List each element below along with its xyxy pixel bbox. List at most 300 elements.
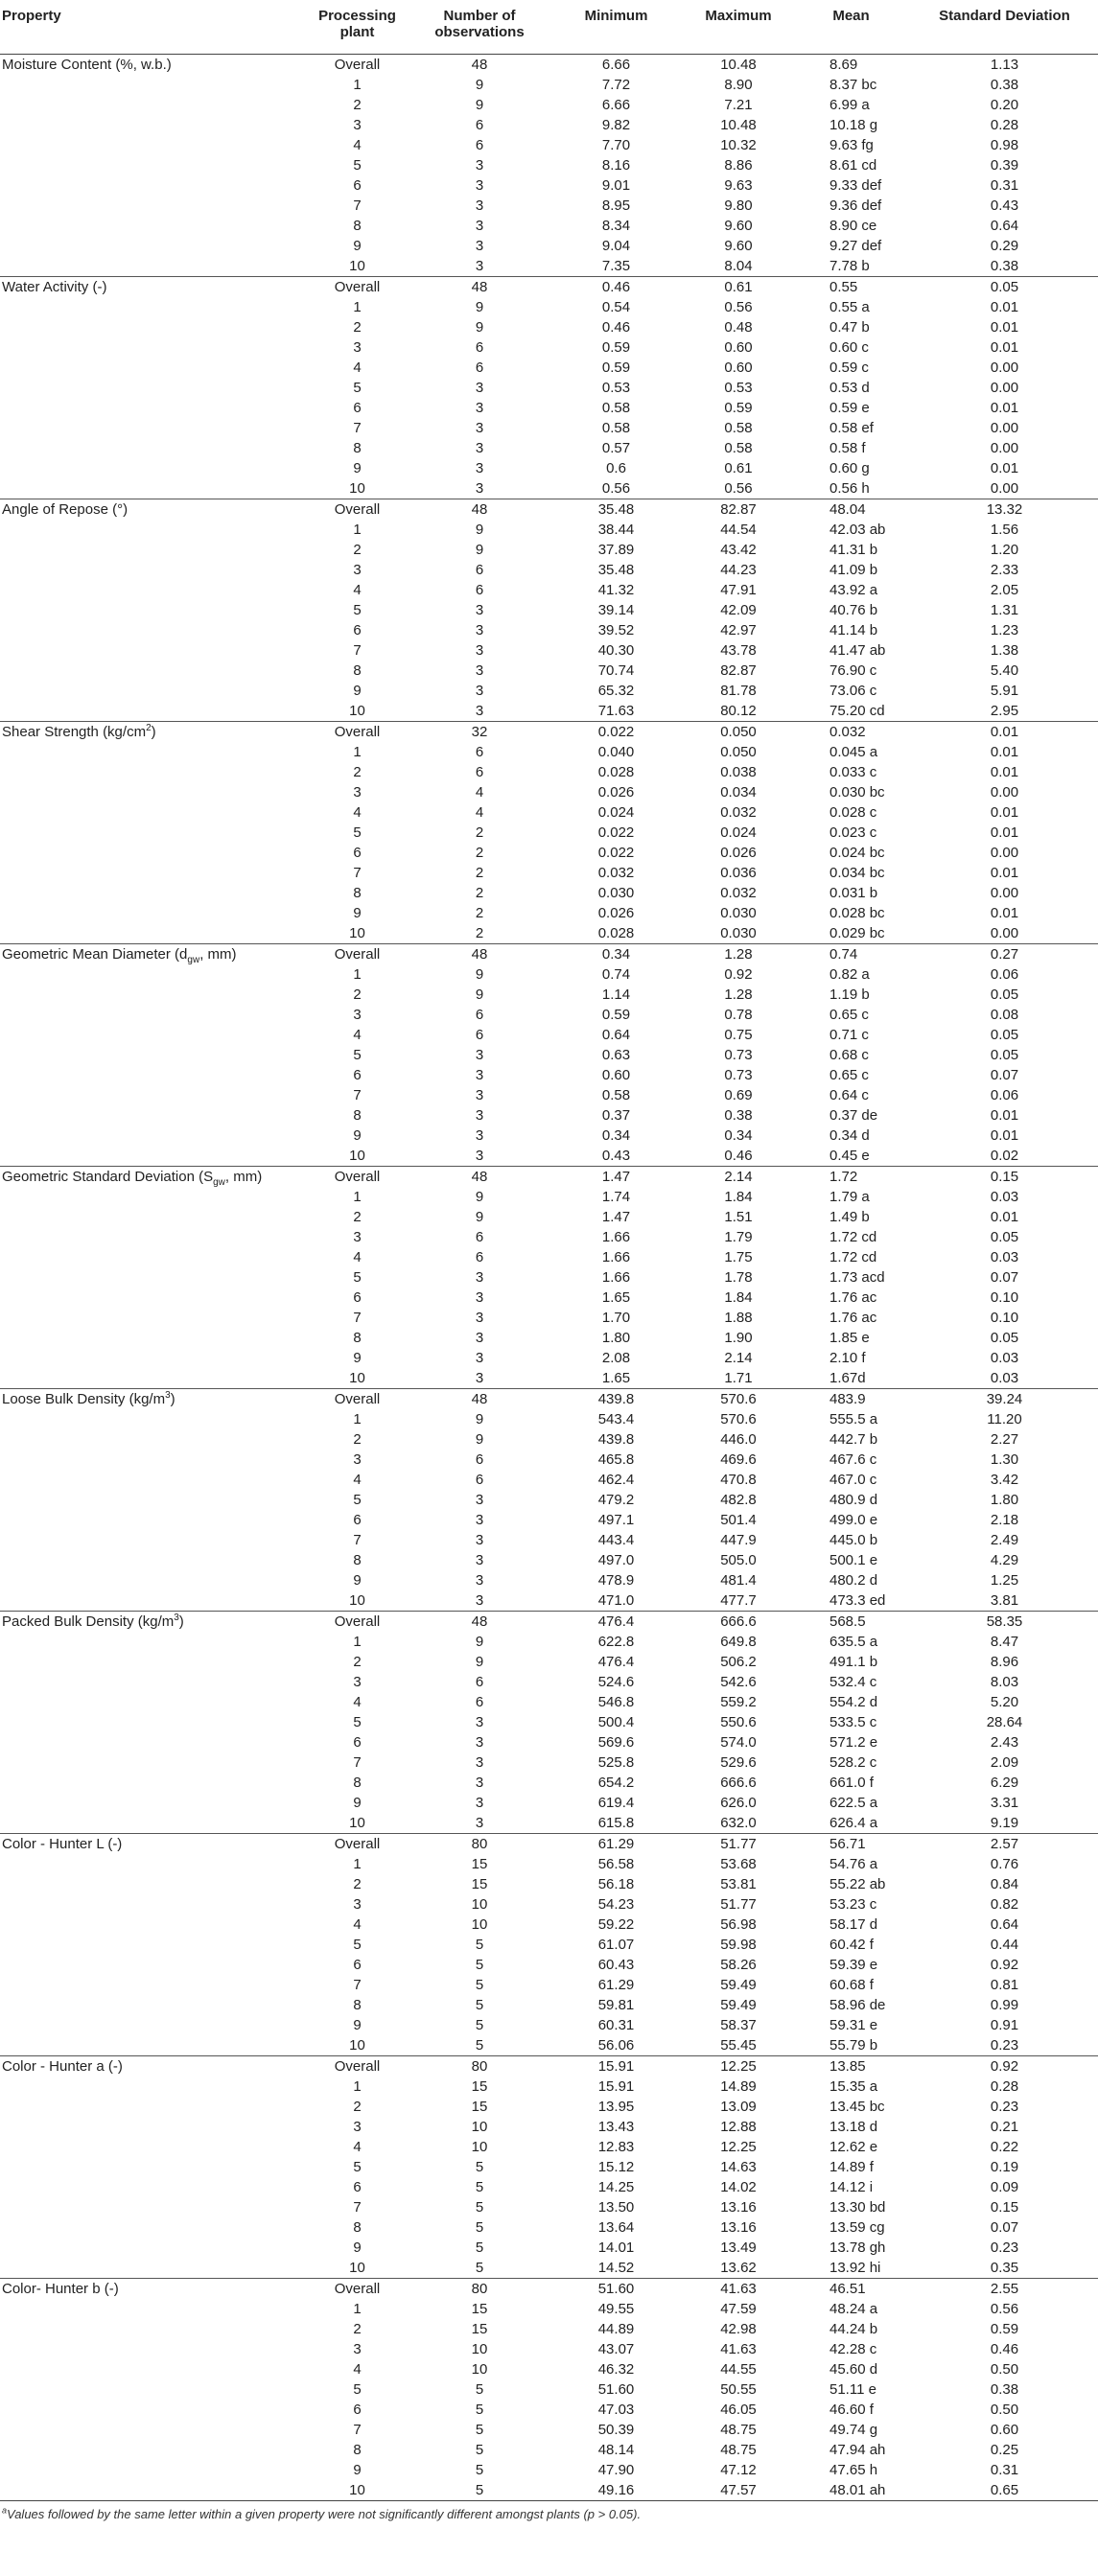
cell-processing-plant: 4 xyxy=(353,1694,362,1710)
cell-minimum: 0.028 xyxy=(597,764,635,780)
cell-mean: 0.37 de xyxy=(829,1107,878,1124)
table-body xyxy=(0,55,1098,2501)
property-cell-empty xyxy=(0,964,302,985)
cell-standard-deviation: 0.46 xyxy=(990,2341,1019,2357)
cell-standard-deviation: 0.10 xyxy=(990,1289,1019,1306)
cell-mean: 59.31 e xyxy=(829,2017,878,2033)
cell-processing-plant: 2 xyxy=(353,1431,362,1448)
cell-maximum: 10.48 xyxy=(720,57,757,73)
cell-processing-plant: 2 xyxy=(353,97,362,113)
cell-processing-plant: 4 xyxy=(353,1249,362,1265)
table-row xyxy=(0,2460,1098,2480)
header-processing-plant: Processing plant xyxy=(302,0,412,55)
cell-processing-plant: 8 xyxy=(353,1107,362,1124)
cell-standard-deviation: 0.09 xyxy=(990,2179,1019,2195)
cell-observations: 6 xyxy=(475,1472,484,1488)
cell-mean: 14.12 i xyxy=(829,2179,874,2195)
table-row xyxy=(0,1652,1098,1672)
cell-minimum: 13.95 xyxy=(597,2099,635,2115)
cell-minimum: 0.57 xyxy=(601,440,631,456)
table-row xyxy=(0,95,1098,115)
cell-minimum: 61.07 xyxy=(597,1937,635,1953)
cell-processing-plant: 4 xyxy=(353,360,362,376)
cell-processing-plant: 1 xyxy=(353,2301,362,2317)
cell-minimum: 61.29 xyxy=(597,1977,635,1993)
cell-processing-plant: 1 xyxy=(353,1634,362,1650)
cell-observations: 6 xyxy=(475,562,484,578)
cell-mean: 1.67d xyxy=(829,1370,866,1386)
table-row xyxy=(0,560,1098,580)
cell-observations: 5 xyxy=(475,2462,484,2478)
cell-standard-deviation: 0.05 xyxy=(990,1229,1019,1245)
cell-processing-plant: 1 xyxy=(353,77,362,93)
cell-standard-deviation: 3.81 xyxy=(990,1592,1019,1609)
table-row xyxy=(0,196,1098,216)
cell-observations: 3 xyxy=(475,1330,484,1346)
cell-mean: 532.4 c xyxy=(829,1674,877,1690)
cell-observations: 3 xyxy=(475,1310,484,1326)
table-row xyxy=(0,1490,1098,1510)
table-row xyxy=(0,2279,1098,2300)
cell-maximum: 14.89 xyxy=(720,2078,757,2095)
cell-observations: 15 xyxy=(471,2301,488,2317)
cell-mean: 48.24 a xyxy=(829,2301,878,2317)
cell-processing-plant: 7 xyxy=(353,1310,362,1326)
cell-observations: 9 xyxy=(475,97,484,113)
property-cell-empty xyxy=(0,196,302,216)
cell-minimum: 9.04 xyxy=(601,238,631,254)
cell-mean: 42.03 ab xyxy=(829,522,886,538)
cell-maximum: 0.032 xyxy=(720,804,757,821)
cell-standard-deviation: 0.01 xyxy=(990,1127,1019,1144)
cell-observations: 5 xyxy=(475,2219,484,2236)
cell-observations: 3 xyxy=(475,602,484,618)
table-row xyxy=(0,1874,1098,1894)
cell-processing-plant: 8 xyxy=(353,1775,362,1791)
property-cell-empty xyxy=(0,2258,302,2279)
table-row xyxy=(0,317,1098,337)
cell-mean: 554.2 d xyxy=(829,1694,878,1710)
cell-processing-plant: 1 xyxy=(353,1411,362,1427)
cell-observations: 15 xyxy=(471,2099,488,2115)
cell-processing-plant: 6 xyxy=(353,622,362,638)
cell-minimum: 619.4 xyxy=(597,1795,635,1811)
cell-observations: 6 xyxy=(475,1674,484,1690)
table-row xyxy=(0,1045,1098,1065)
cell-mean: 47.65 h xyxy=(829,2462,878,2478)
cell-processing-plant: 7 xyxy=(353,1754,362,1771)
property-cell-empty xyxy=(0,782,302,802)
cell-minimum: 7.72 xyxy=(601,77,631,93)
cell-observations: 15 xyxy=(471,2321,488,2337)
table-row xyxy=(0,115,1098,135)
cell-observations: 10 xyxy=(471,2119,488,2135)
property-cell-empty xyxy=(0,2359,302,2379)
cell-standard-deviation: 0.23 xyxy=(990,2099,1019,2115)
cell-mean: 42.28 c xyxy=(829,2341,877,2357)
cell-processing-plant: 3 xyxy=(353,562,362,578)
cell-observations: 3 xyxy=(475,1714,484,1730)
table-row xyxy=(0,843,1098,863)
cell-standard-deviation: 0.28 xyxy=(990,117,1019,133)
cell-maximum: 1.28 xyxy=(724,986,753,1003)
cell-processing-plant: 1 xyxy=(353,522,362,538)
cell-mean: 13.59 cg xyxy=(829,2219,885,2236)
cell-maximum: 447.9 xyxy=(720,1532,757,1548)
cell-maximum: 0.75 xyxy=(724,1027,753,1043)
cell-observations: 3 xyxy=(475,1087,484,1103)
cell-mean: 467.6 c xyxy=(829,1451,877,1468)
cell-mean: 499.0 e xyxy=(829,1512,878,1528)
cell-maximum: 56.98 xyxy=(720,1916,757,1933)
property-cell-empty xyxy=(0,883,302,903)
cell-mean: 0.55 xyxy=(791,277,911,298)
cell-processing-plant: 6 xyxy=(353,1734,362,1751)
cell-observations: 3 xyxy=(475,197,484,214)
cell-standard-deviation: 0.19 xyxy=(990,2159,1019,2175)
cell-standard-deviation: 0.01 xyxy=(990,865,1019,881)
cell-standard-deviation: 0.20 xyxy=(990,97,1019,113)
property-cell-empty xyxy=(0,1207,302,1227)
cell-minimum: 35.48 xyxy=(597,562,635,578)
cell-mean: 44.24 b xyxy=(829,2321,878,2337)
cell-observations: 3 xyxy=(475,662,484,679)
property-cell-empty xyxy=(0,2097,302,2117)
table-row xyxy=(0,1975,1098,1995)
cell-observations: 10 xyxy=(471,2341,488,2357)
cell-minimum: 15.91 xyxy=(547,2056,686,2077)
cell-minimum: 654.2 xyxy=(597,1775,635,1791)
cell-observations: 6 xyxy=(475,744,484,760)
cell-observations: 6 xyxy=(475,137,484,153)
cell-maximum: 47.57 xyxy=(720,2482,757,2498)
cell-standard-deviation: 28.64 xyxy=(986,1714,1023,1730)
cell-maximum: 574.0 xyxy=(720,1734,757,1751)
cell-mean: 0.59 c xyxy=(829,360,869,376)
cell-processing-plant: 10 xyxy=(349,2037,365,2054)
table-row xyxy=(0,762,1098,782)
cell-observations: 5 xyxy=(475,2402,484,2418)
cell-minimum: 462.4 xyxy=(597,1472,635,1488)
cell-processing-plant: 9 xyxy=(353,2462,362,2478)
cell-maximum: 559.2 xyxy=(720,1694,757,1710)
table-row xyxy=(0,1510,1098,1530)
property-cell-empty xyxy=(0,1570,302,1590)
cell-mean: 0.58 f xyxy=(829,440,866,456)
property-cell-empty xyxy=(0,2440,302,2460)
cell-minimum: 1.66 xyxy=(601,1229,631,1245)
cell-mean: 568.5 xyxy=(791,1612,911,1633)
cell-processing-plant: 10 xyxy=(349,2260,365,2276)
property-cell-empty xyxy=(0,2157,302,2177)
cell-mean: 45.60 d xyxy=(829,2361,878,2378)
cell-mean: 51.11 e xyxy=(829,2381,876,2398)
cell-minimum: 0.54 xyxy=(601,299,631,315)
cell-minimum: 543.4 xyxy=(597,1411,635,1427)
cell-processing-plant: 2 xyxy=(353,1209,362,1225)
table-row xyxy=(0,358,1098,378)
cell-mean: 0.65 c xyxy=(829,1067,869,1083)
table-row xyxy=(0,823,1098,843)
footnote-text: Values followed by the same letter within a given property were not significantly different amongst plants (p > 0.05). xyxy=(7,2507,642,2521)
property-cell-empty xyxy=(0,2339,302,2359)
cell-standard-deviation: 0.01 xyxy=(990,460,1019,476)
cell-processing-plant: Overall xyxy=(302,1612,412,1633)
cell-maximum: 13.09 xyxy=(720,2099,757,2115)
table-row xyxy=(0,1450,1098,1470)
cell-processing-plant: 3 xyxy=(353,1674,362,1690)
cell-processing-plant: 8 xyxy=(353,662,362,679)
property-cell-empty xyxy=(0,1005,302,1025)
cell-maximum: 0.050 xyxy=(686,722,791,743)
cell-mean: 9.27 def xyxy=(829,238,882,254)
cell-minimum: 0.59 xyxy=(601,1007,631,1023)
cell-processing-plant: 7 xyxy=(353,1087,362,1103)
cell-observations: 3 xyxy=(475,1734,484,1751)
cell-mean: 480.9 d xyxy=(829,1492,878,1508)
cell-maximum: 9.63 xyxy=(724,177,753,194)
property-cell-empty xyxy=(0,661,302,681)
cell-mean: 473.3 ed xyxy=(829,1592,886,1609)
cell-maximum: 47.91 xyxy=(720,582,757,598)
cell-processing-plant: 3 xyxy=(353,1007,362,1023)
table-row xyxy=(0,2077,1098,2097)
cell-standard-deviation: 1.56 xyxy=(990,522,1019,538)
cell-observations: 3 xyxy=(475,1795,484,1811)
table-row xyxy=(0,1752,1098,1773)
cell-maximum: 1.79 xyxy=(724,1229,753,1245)
table-row xyxy=(0,2420,1098,2440)
cell-observations: 5 xyxy=(475,1977,484,1993)
cell-standard-deviation: 0.31 xyxy=(990,2462,1019,2478)
cell-minimum: 38.44 xyxy=(597,522,635,538)
cell-processing-plant: 9 xyxy=(353,1572,362,1589)
property-cell-empty xyxy=(0,1793,302,1813)
cell-mean: 0.031 b xyxy=(829,885,878,901)
property-cell-empty xyxy=(0,1915,302,1935)
property-cell-empty xyxy=(0,1085,302,1105)
cell-minimum: 59.81 xyxy=(597,1997,635,2013)
cell-observations: 32 xyxy=(412,722,547,743)
cell-processing-plant: 4 xyxy=(353,137,362,153)
cell-mean: 0.030 bc xyxy=(829,784,885,801)
property-cell-empty xyxy=(0,236,302,256)
table-row xyxy=(0,1773,1098,1793)
cell-minimum: 1.70 xyxy=(601,1310,631,1326)
header-property: Property xyxy=(0,0,302,55)
property-name: Geometric Mean Diameter ($d_{gw}$, mm) xyxy=(0,944,302,965)
table-row xyxy=(0,1429,1098,1450)
cell-maximum: 13.49 xyxy=(720,2239,757,2256)
cell-observations: 3 xyxy=(475,1350,484,1366)
cell-maximum: 0.036 xyxy=(720,865,757,881)
property-cell-empty xyxy=(0,1267,302,1288)
table-row xyxy=(0,964,1098,985)
cell-maximum: 0.38 xyxy=(724,1107,753,1124)
property-cell-empty xyxy=(0,2117,302,2137)
cell-processing-plant: 5 xyxy=(353,380,362,396)
cell-processing-plant: Overall xyxy=(302,722,412,743)
cell-mean: 0.60 c xyxy=(829,339,869,356)
cell-standard-deviation: 0.38 xyxy=(990,258,1019,274)
cell-minimum: 500.4 xyxy=(597,1714,635,1730)
cell-mean: 528.2 c xyxy=(829,1754,877,1771)
cell-minimum: 71.63 xyxy=(597,703,635,719)
cell-maximum: 10.48 xyxy=(720,117,757,133)
cell-standard-deviation: 1.30 xyxy=(990,1451,1019,1468)
cell-observations: 10 xyxy=(471,1896,488,1913)
table-row xyxy=(0,2400,1098,2420)
cell-maximum: 1.84 xyxy=(724,1289,753,1306)
cell-standard-deviation: 0.10 xyxy=(990,1310,1019,1326)
cell-minimum: 0.34 xyxy=(601,1127,631,1144)
cell-mean: 75.20 cd xyxy=(829,703,885,719)
cell-minimum: 0.64 xyxy=(601,1027,631,1043)
cell-observations: 6 xyxy=(475,1007,484,1023)
cell-processing-plant: Overall xyxy=(302,1389,412,1410)
cell-minimum: 0.6 xyxy=(606,460,626,476)
cell-processing-plant: 6 xyxy=(353,400,362,416)
cell-standard-deviation: 0.39 xyxy=(990,157,1019,174)
cell-minimum: 56.06 xyxy=(597,2037,635,2054)
cell-minimum: 13.64 xyxy=(597,2219,635,2236)
cell-mean: 8.61 cd xyxy=(829,157,877,174)
cell-minimum: 0.022 xyxy=(597,824,635,841)
cell-observations: 3 xyxy=(475,400,484,416)
property-name: Packed Bulk Density $(kg/m^3)$ xyxy=(0,1612,302,1633)
cell-mean: 58.17 d xyxy=(829,1916,878,1933)
cell-processing-plant: 2 xyxy=(353,764,362,780)
cell-maximum: 0.60 xyxy=(724,339,753,356)
cell-standard-deviation: 0.00 xyxy=(990,845,1019,861)
cell-processing-plant: Overall xyxy=(302,2279,412,2300)
cell-observations: 80 xyxy=(412,2279,547,2300)
cell-standard-deviation: 4.29 xyxy=(990,1552,1019,1568)
cell-observations: 5 xyxy=(475,2482,484,2498)
property-cell-empty xyxy=(0,2460,302,2480)
cell-processing-plant: 9 xyxy=(353,1350,362,1366)
cell-standard-deviation: 1.25 xyxy=(990,1572,1019,1589)
table-row xyxy=(0,398,1098,418)
property-name: Water Activity (-) xyxy=(0,277,302,298)
cell-processing-plant: 6 xyxy=(353,177,362,194)
cell-minimum: 0.74 xyxy=(601,966,631,983)
table-row xyxy=(0,2056,1098,2077)
cell-maximum: 0.53 xyxy=(724,380,753,396)
table-row xyxy=(0,277,1098,298)
cell-processing-plant: 7 xyxy=(353,420,362,436)
cell-maximum: 8.86 xyxy=(724,157,753,174)
cell-minimum: 443.4 xyxy=(597,1532,635,1548)
cell-mean: 0.029 bc xyxy=(829,925,885,941)
cell-standard-deviation: 39.24 xyxy=(911,1389,1098,1410)
cell-mean: 622.5 a xyxy=(829,1795,878,1811)
cell-standard-deviation: 0.01 xyxy=(990,764,1019,780)
cell-mean: 1.72 cd xyxy=(829,1229,877,1245)
table-row xyxy=(0,2319,1098,2339)
table-row xyxy=(0,1207,1098,1227)
table-row xyxy=(0,580,1098,600)
cell-maximum: 47.12 xyxy=(720,2462,757,2478)
cell-minimum: 471.0 xyxy=(597,1592,635,1609)
cell-maximum: 9.60 xyxy=(724,218,753,234)
cell-processing-plant: 8 xyxy=(353,1330,362,1346)
cell-maximum: 44.54 xyxy=(720,522,757,538)
cell-processing-plant: 9 xyxy=(353,1795,362,1811)
cell-minimum: 0.43 xyxy=(601,1148,631,1164)
cell-maximum: 505.0 xyxy=(720,1552,757,1568)
table-row xyxy=(0,640,1098,661)
cell-maximum: 632.0 xyxy=(720,1815,757,1831)
cell-mean: 46.51 xyxy=(791,2279,911,2300)
table-row xyxy=(0,1590,1098,1612)
cell-maximum: 0.73 xyxy=(724,1067,753,1083)
cell-processing-plant: 2 xyxy=(353,2099,362,2115)
cell-minimum: 0.026 xyxy=(597,905,635,921)
cell-standard-deviation: 0.06 xyxy=(990,966,1019,983)
cell-minimum: 0.024 xyxy=(597,804,635,821)
cell-standard-deviation: 0.00 xyxy=(990,380,1019,396)
cell-minimum: 615.8 xyxy=(597,1815,635,1831)
cell-mean: 1.73 acd xyxy=(829,1269,885,1286)
cell-minimum: 51.60 xyxy=(597,2381,635,2398)
cell-observations: 5 xyxy=(475,2037,484,2054)
property-cell-empty xyxy=(0,75,302,95)
cell-standard-deviation: 0.00 xyxy=(990,784,1019,801)
cell-observations: 3 xyxy=(475,1775,484,1791)
cell-maximum: 42.97 xyxy=(720,622,757,638)
property-cell-empty xyxy=(0,1328,302,1348)
cell-mean: 47.94 ah xyxy=(829,2442,886,2458)
cell-observations: 3 xyxy=(475,460,484,476)
cell-maximum: 0.48 xyxy=(724,319,753,336)
cell-minimum: 47.03 xyxy=(597,2402,635,2418)
cell-minimum: 1.47 xyxy=(547,1167,686,1188)
cell-maximum: 0.024 xyxy=(720,824,757,841)
cell-maximum: 570.6 xyxy=(686,1389,791,1410)
table-row xyxy=(0,155,1098,175)
cell-maximum: 477.7 xyxy=(720,1592,757,1609)
property-cell-empty xyxy=(0,1813,302,1834)
cell-processing-plant: Overall xyxy=(302,2056,412,2077)
cell-mean: 0.028 c xyxy=(829,804,877,821)
property-cell-empty xyxy=(0,2077,302,2097)
cell-observations: 3 xyxy=(475,1148,484,1164)
cell-standard-deviation: 0.00 xyxy=(990,360,1019,376)
cell-processing-plant: 2 xyxy=(353,1654,362,1670)
cell-mean: 1.19 b xyxy=(829,986,870,1003)
cell-minimum: 60.43 xyxy=(597,1957,635,1973)
cell-processing-plant: 7 xyxy=(353,2422,362,2438)
table-row xyxy=(0,1126,1098,1146)
cell-mean: 0.82 a xyxy=(829,966,870,983)
table-row xyxy=(0,2097,1098,2117)
property-cell-empty xyxy=(0,398,302,418)
cell-processing-plant: 6 xyxy=(353,1067,362,1083)
cell-maximum: 1.75 xyxy=(724,1249,753,1265)
property-name: Geometric Standard Deviation ($S_{gw}$, mm) xyxy=(0,1167,302,1188)
table-row xyxy=(0,863,1098,883)
cell-standard-deviation: 0.03 xyxy=(990,1370,1019,1386)
cell-observations: 6 xyxy=(475,117,484,133)
cell-minimum: 0.63 xyxy=(601,1047,631,1063)
cell-observations: 15 xyxy=(471,1856,488,1872)
cell-maximum: 0.56 xyxy=(724,480,753,497)
cell-mean: 60.42 f xyxy=(829,1937,874,1953)
cell-maximum: 446.0 xyxy=(720,1431,757,1448)
cell-maximum: 9.60 xyxy=(724,238,753,254)
cell-mean: 1.49 b xyxy=(829,1209,870,1225)
